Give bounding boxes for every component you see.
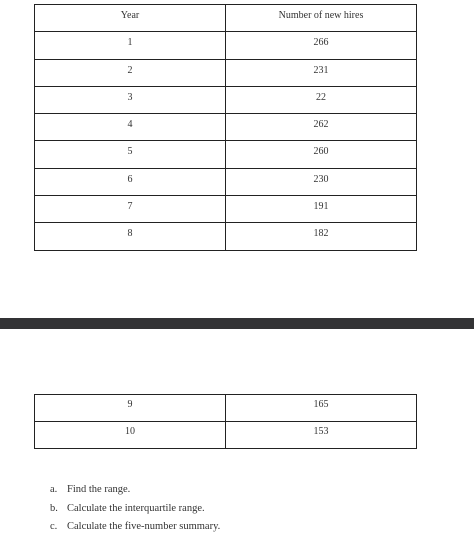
table-row [35, 114, 417, 141]
table-row [35, 223, 417, 250]
year-cell: 7 [35, 196, 226, 223]
table-row [35, 86, 417, 113]
table-row [35, 32, 417, 59]
table-row [35, 196, 417, 223]
hires-table-page1 [34, 4, 417, 251]
question-item [50, 519, 220, 538]
question-list [50, 482, 220, 538]
hires-cell: 191 [226, 196, 417, 223]
year-cell: 6 [35, 168, 226, 195]
table-row [35, 168, 417, 195]
question-item [50, 482, 220, 501]
year-cell: 9 [35, 395, 226, 422]
hires-cell: 266 [226, 32, 417, 59]
year-cell: 1 [35, 32, 226, 59]
hires-cell: 230 [226, 168, 417, 195]
hires-cell: 231 [226, 59, 417, 86]
hires-cell: 182 [226, 223, 417, 250]
year-cell: 5 [35, 141, 226, 168]
header-new-hires: Number of new hires [226, 5, 417, 32]
table-row [35, 59, 417, 86]
year-cell: 10 [35, 422, 226, 449]
hires-cell: 262 [226, 114, 417, 141]
hires-cell: 165 [226, 395, 417, 422]
question-text: Find the range. [67, 484, 131, 495]
year-cell: 8 [35, 223, 226, 250]
hires-cell: 153 [226, 422, 417, 449]
hires-cell: 260 [226, 141, 417, 168]
hires-table-page2 [34, 394, 417, 449]
table-row [35, 141, 417, 168]
hires-cell: 22 [226, 86, 417, 113]
header-year: Year [35, 5, 226, 32]
year-cell: 3 [35, 86, 226, 113]
page-break-divider [0, 318, 474, 329]
question-marker: c. [50, 521, 58, 532]
question-text: Calculate the five-number summary. [67, 521, 221, 532]
table-row [35, 422, 417, 449]
question-text: Calculate the interquartile range. [67, 502, 205, 514]
question-marker: b. [50, 502, 58, 514]
year-cell: 4 [35, 114, 226, 141]
question-item [50, 501, 220, 520]
table-header-row [35, 5, 417, 32]
year-cell: 2 [35, 59, 226, 86]
table-row [35, 395, 417, 422]
question-marker: a. [50, 484, 58, 495]
